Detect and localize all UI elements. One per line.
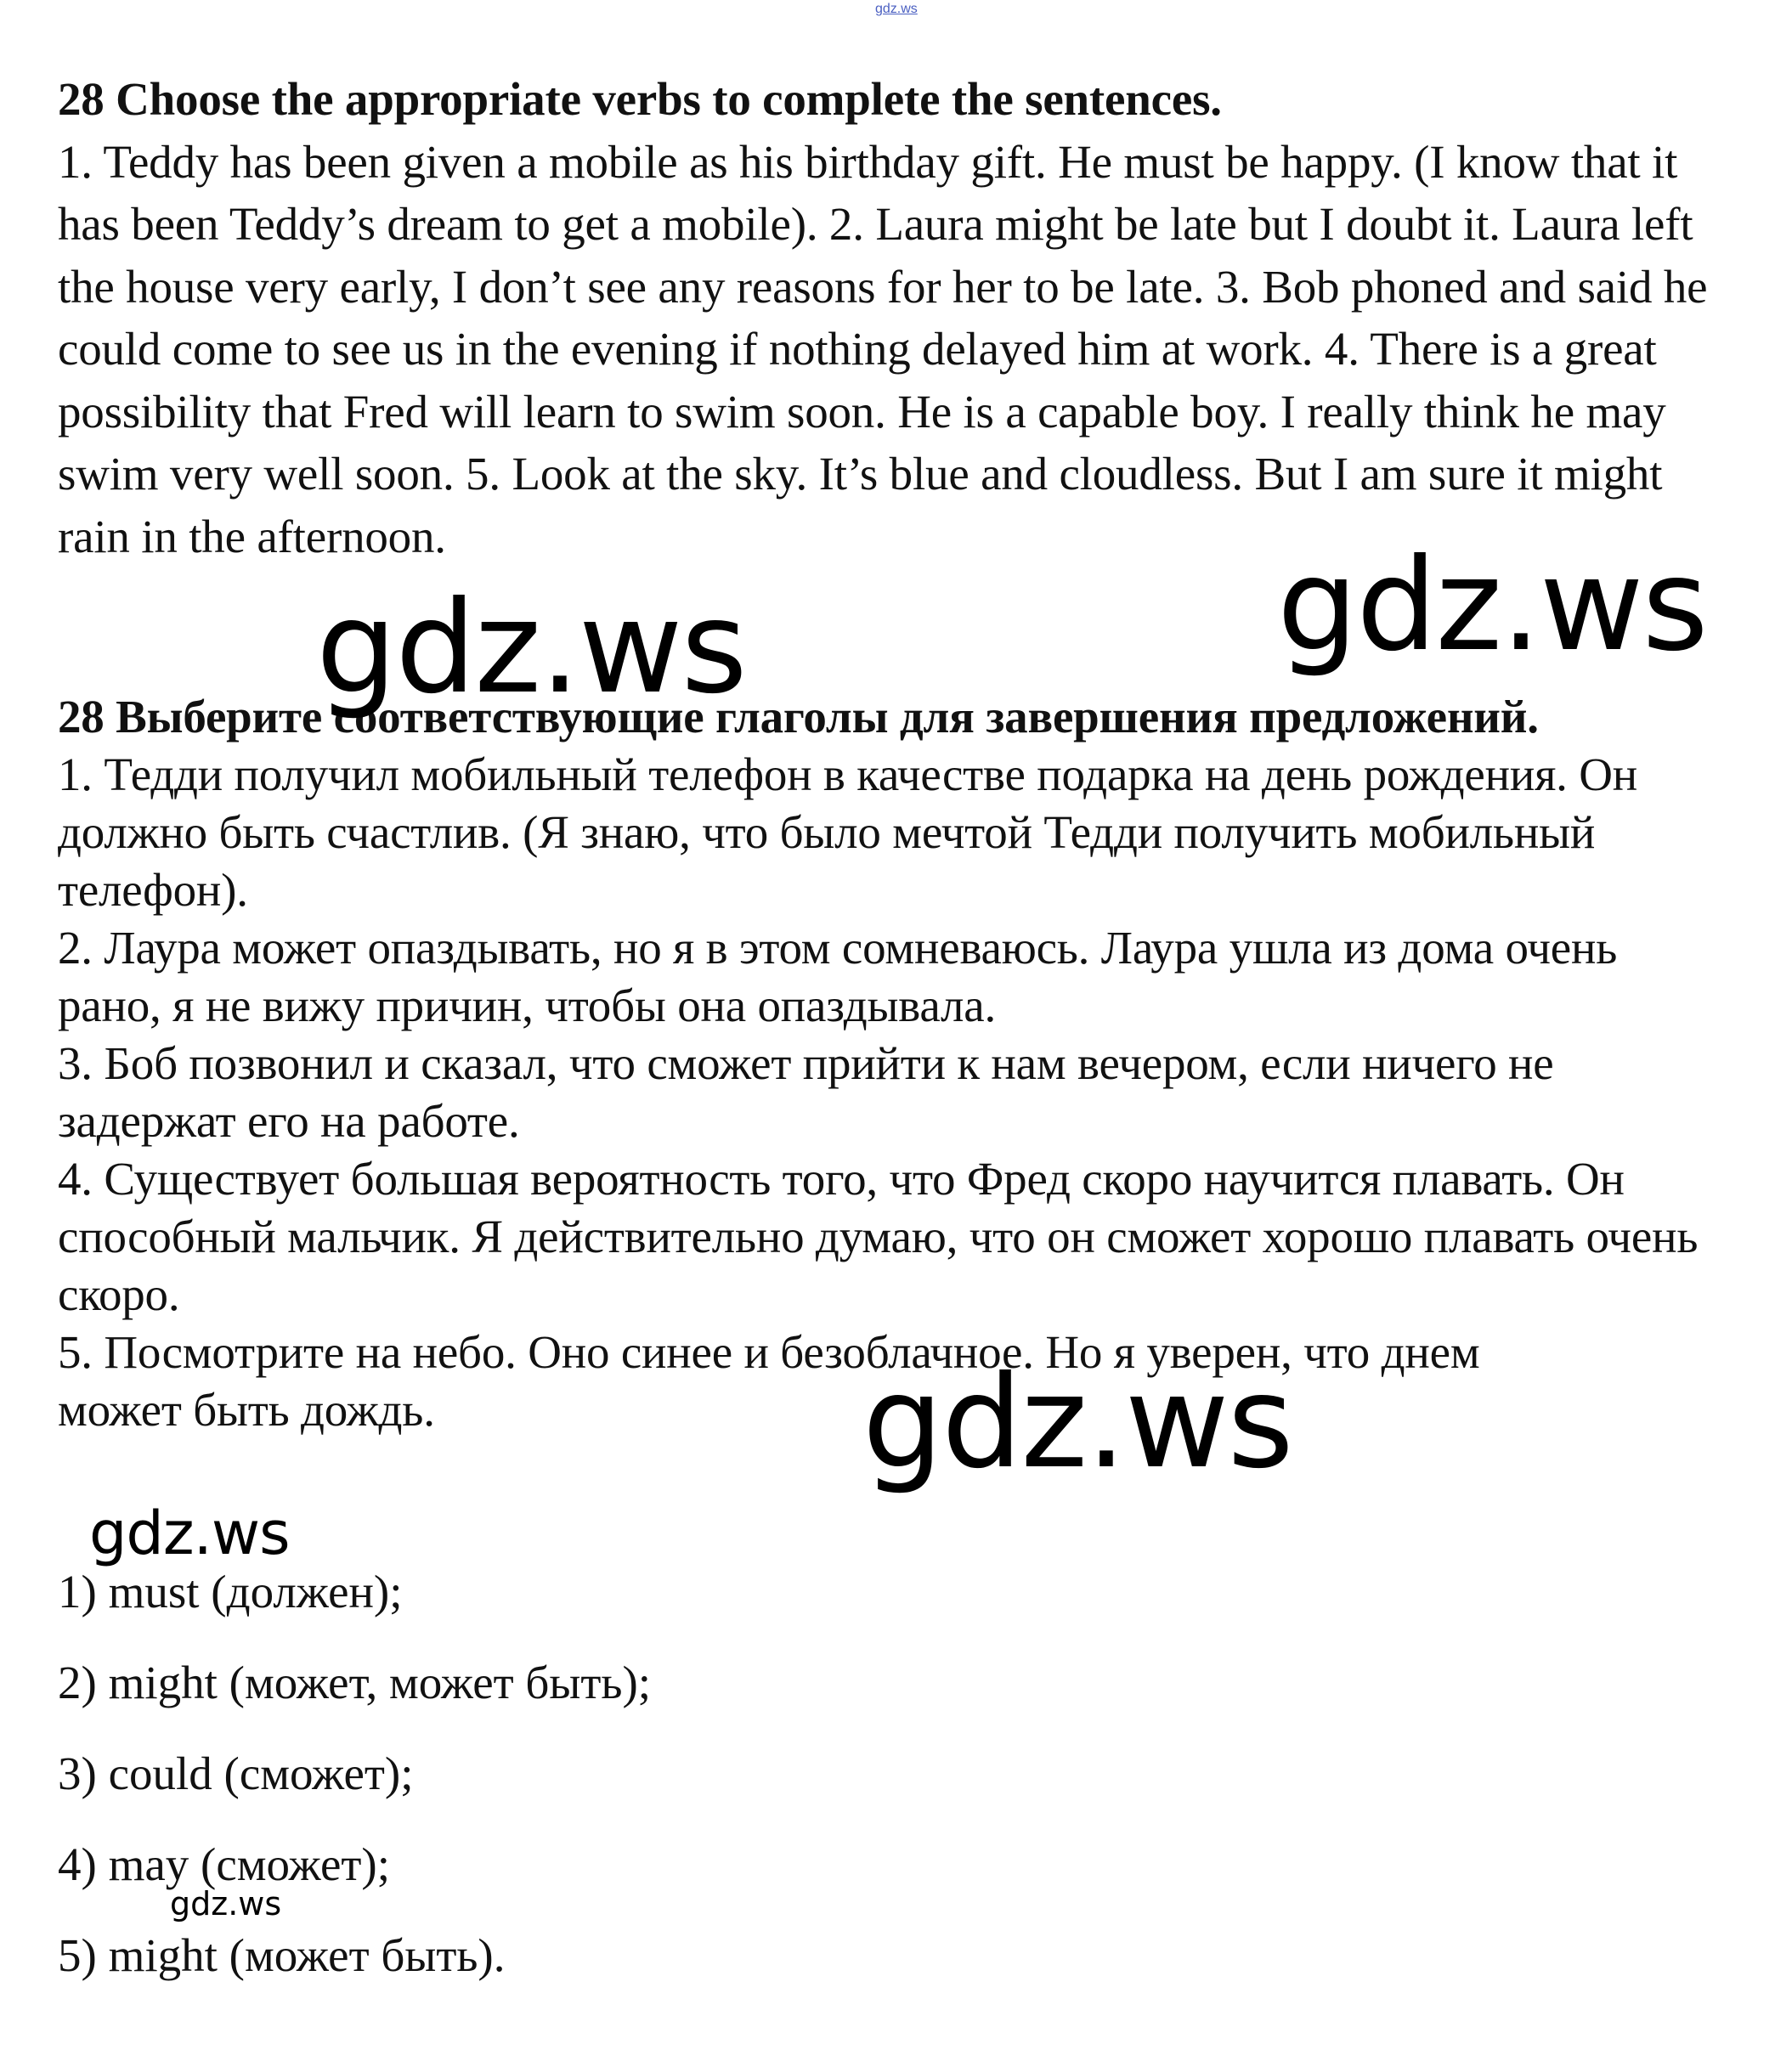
answers-list: [58, 1561, 651, 2016]
header-watermark-link[interactable]: gdz.ws: [875, 2, 918, 16]
english-exercise-title: 28 Choose the appropriate verbs to complete the sentences.: [58, 73, 1222, 125]
answer-item: 5) might (может быть).: [58, 1929, 506, 1981]
watermark: gdz.ws: [1277, 532, 1707, 680]
english-exercise: [58, 68, 1723, 567]
english-exercise-text: 1. Teddy has been given a mobile as his birthday gift. He must be happy. (I know that it has been Teddy’s dream to get a mobile). 2. Laura might be late but I doubt it. Laura left the house very early, I don’t see any reasons for her to be late. 3. Bob phoned and said he could come to see us in the evening if nothing delayed him at work. 4. There is a great possibility that Fred will learn to swim soon. He is a capable boy. I really think he may swim very well soon. 5. Look at the sky. It’s blue and cloudless. But I am sure it might rain in the afternoon.: [58, 135, 1708, 562]
russian-item-3: 3. Боб позвонил и сказал, что сможет прийти к нам вечером, если ничего не задержат его на работе.: [58, 1037, 1554, 1147]
watermark: gdz.ws: [89, 1499, 290, 1568]
answer-item: 1) must (должен);: [58, 1566, 403, 1618]
russian-item-2: 2. Лаура может опаздывать, но я в этом сомневаюсь. Лаура ушла из дома очень рано, я не вижу причин, чтобы она опаздывала.: [58, 922, 1618, 1031]
answer-item: 4) may (сможет);: [58, 1838, 390, 1890]
russian-item-4: 4. Существует большая вероятность того, что Фред скоро научится плавать. Он способный мальчик. Я действительно думаю, что он сможет хорошо плавать очень скоро.: [58, 1153, 1699, 1320]
watermark: gdz.ws: [316, 574, 746, 722]
watermark: gdz.ws: [170, 1885, 282, 1922]
russian-translation: [58, 688, 1723, 1439]
russian-translation-title: 28 Выберите соответствующие глаголы для завершения предложений.: [58, 691, 1539, 742]
russian-item-1: 1. Тедди получил мобильный телефон в качестве подарка на день рождения. Он должно быть счастлив. (Я знаю, что было мечтой Тедди получить мобильный телефон).: [58, 748, 1638, 916]
answer-item: 2) might (может, может быть);: [58, 1657, 652, 1708]
watermark: gdz.ws: [862, 1349, 1292, 1497]
russian-item-5: 5. Посмотрите на небо. Оно синее и безоблачное. Но я уверен, что днем может быть дождь.: [58, 1326, 1480, 1436]
answer-item: 3) could (сможет);: [58, 1747, 414, 1799]
